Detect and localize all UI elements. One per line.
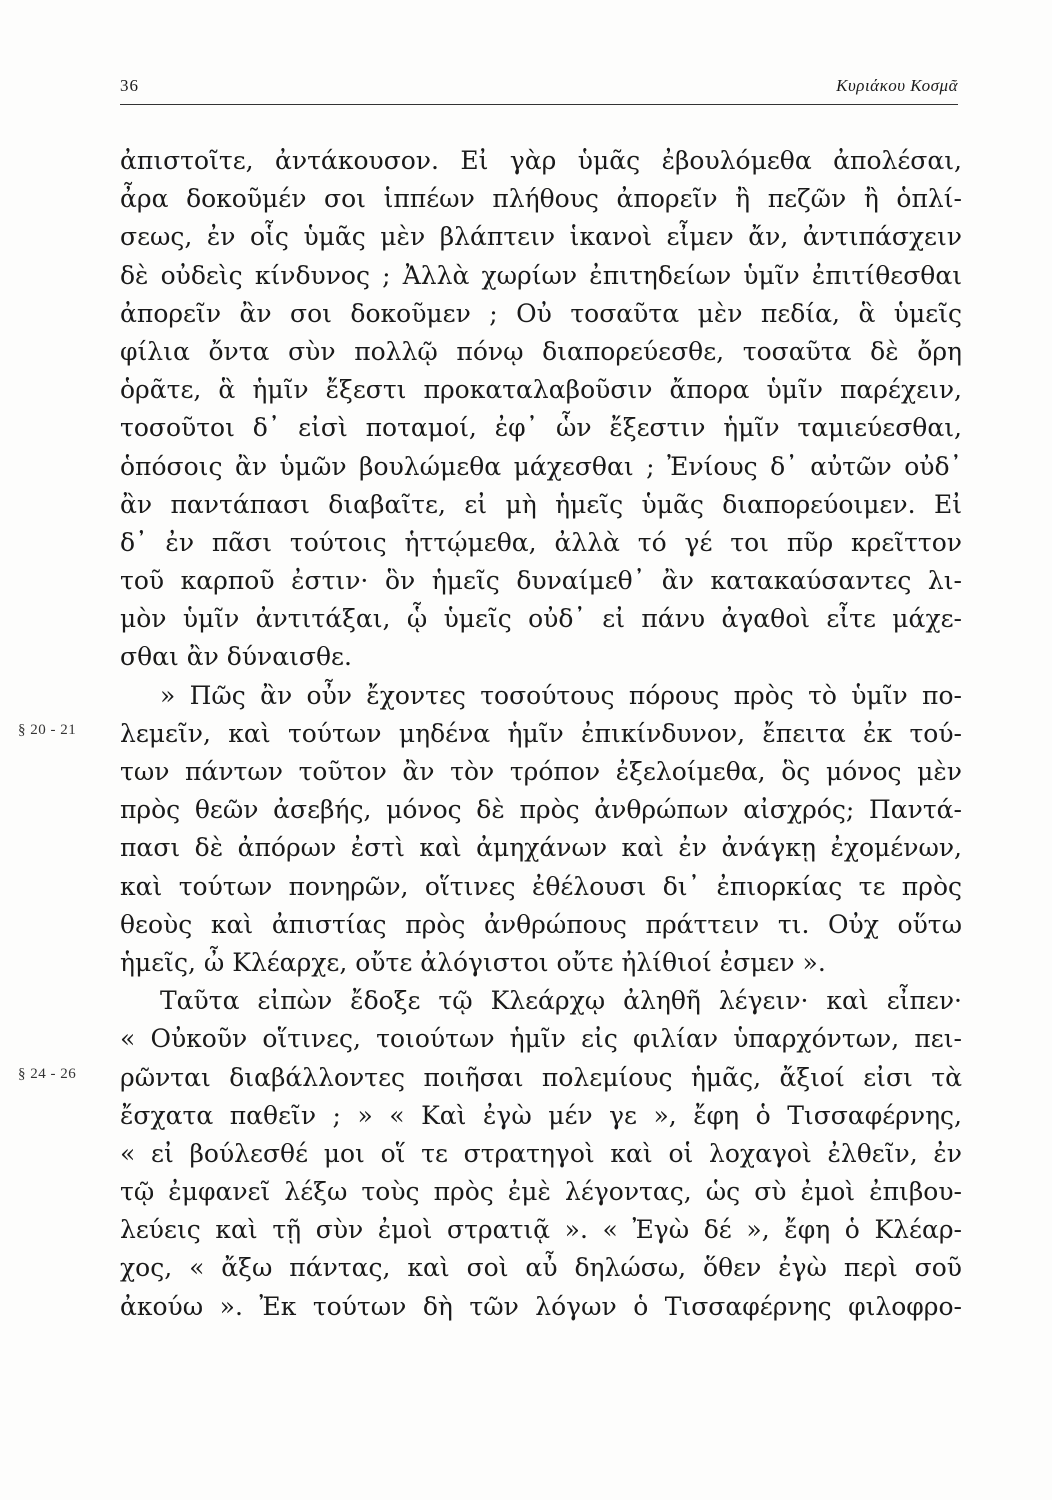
text-line: ἀπιστοῖτε, ἀντάκουσον. Εἰ γὰρ ὑμᾶς ἐβουλόμεθα ἀπολέσαι,	[120, 146, 962, 175]
text-line: πασι δὲ ἀπόρων ἐστὶ καὶ ἀμηχάνων καὶ ἐν ἀνάγκῃ ἐχομένων,	[120, 833, 962, 863]
text-line: λεύεις καὶ τῇ σὺν ἐμοὶ στρατιᾷ ». « Ἐγὼ δέ », ἔφη ὁ Κλέαρ-	[120, 1215, 962, 1245]
text-line: τοσοῦτοι δ᾽ εἰσὶ ποταμοί, ἐφ᾽ ὧν ἔξεστιν ἡμῖν ταμιεύεσθαι,	[120, 413, 962, 443]
text-line: ἆρα δοκοῦμέν σοι ἱππέων πλήθους ἀπορεῖν ἢ πεζῶν ἢ ὁπλί-	[120, 184, 962, 214]
text-line: ὁπόσοις ἂν ὑμῶν βουλώμεθα μάχεσθαι ; Ἐνίους δ᾽ αὐτῶν οὐδ᾽	[120, 451, 962, 481]
text-line: τῷ ἐμφανεῖ λέξω τοὺς πρὸς ἐμὲ λέγοντας, ὡς σὺ ἐμοὶ ἐπιβου-	[120, 1177, 962, 1207]
text-line: ἔσχατα παθεῖν ; » « Καὶ ἐγὼ μέν γε », ἔφη ὁ Τισσαφέρνης,	[120, 1100, 962, 1130]
text-line: τοῦ καρποῦ ἐστιν· ὃν ἡμεῖς δυναίμεθ᾽ ἂν κατακαύσαντες λι-	[120, 566, 962, 596]
text-line: « Οὐκοῦν οἵτινες, τοιούτων ἡμῖν εἰς φιλίαν ὑπαρχόντων, πει-	[120, 1024, 962, 1054]
text-line: ἂν παντάπασι διαβαῖτε, εἰ μὴ ἡμεῖς ὑμᾶς διαπορεύοιμεν. Εἰ	[120, 489, 962, 519]
text-line: δ᾽ ἐν πᾶσι τούτοις ἡττῴμεθα, ἀλλὰ τό γέ τοι πῦρ κρεῖττον	[120, 527, 962, 557]
text-line: δὲ οὐδεὶς κίνδυνος ; Ἀλλὰ χωρίων ἐπιτηδείων ὑμῖν ἐπιτίθεσθαι	[120, 260, 962, 290]
text-line: σεως, ἐν οἷς ὑμᾶς μὲν βλάπτειν ἱκανοὶ εἶμεν ἄν, ἀντιπάσχειν	[120, 222, 962, 252]
text-line: πρὸς θεῶν ἀσεβής, μόνος δὲ πρὸς ἀνθρώπων αἰσχρός; Παντά-	[120, 795, 962, 825]
text-line: των πάντων τοῦτον ἂν τὸν τρόπον ἐξελοίμεθα, ὃς μόνος μὲν	[120, 757, 962, 786]
running-head: Κυριάκου Κοσμᾶ	[836, 76, 958, 95]
margin-note-section-ref: § 24 - 26	[18, 1066, 77, 1082]
text-line: σθαι ἂν δύναισθε.	[120, 642, 352, 672]
text-line: ὁρᾶτε, ἃ ἡμῖν ἔξεστι προκαταλαβοῦσιν ἄπορα ὑμῖν παρέχειν,	[120, 375, 962, 405]
text-line: θεοὺς καὶ ἀπιστίας πρὸς ἀνθρώπους πράττειν τι. Οὐχ οὕτω	[120, 909, 962, 939]
text-line: ἀκούω ». Ἐκ τούτων δὴ τῶν λόγων ὁ Τισσαφέρνης φιλοφρο-	[120, 1291, 962, 1321]
text-line: καὶ τούτων πονηρῶν, οἵτινες ἐθέλουσι δι᾽ ἐπιορκίας τε πρὸς	[120, 871, 962, 901]
text-line: « εἰ βούλεσθέ μοι οἵ τε στρατηγοὶ καὶ οἱ λοχαγοὶ ἐλθεῖν, ἐν	[120, 1138, 962, 1168]
text-line: ἡμεῖς, ὦ Κλέαρχε, οὔτε ἀλόγιστοι οὔτε ἠλίθιοί ἐσμεν ».	[120, 947, 826, 977]
text-line: λεμεῖν, καὶ τούτων μηδένα ἡμῖν ἐπικίνδυνον, ἔπειτα ἐκ τού-	[120, 718, 962, 748]
margin-note-section-ref: § 20 - 21	[18, 722, 77, 738]
text-line: μὸν ὑμῖν ἀντιτάξαι, ᾧ ὑμεῖς οὐδ᾽ εἰ πάνυ ἀγαθοὶ εἶτε μάχε-	[120, 604, 962, 634]
body-text	[120, 142, 962, 1326]
page-header	[120, 70, 958, 105]
text-line: χος, « ἄξω πάντας, καὶ σοὶ αὖ δηλώσω, ὅθεν ἐγὼ περὶ σοῦ	[120, 1253, 962, 1283]
text-line: ρῶνται διαβάλλοντες ποιῆσαι πολεμίους ἡμᾶς, ἄξιοί εἰσι τὰ	[120, 1062, 962, 1092]
text-line: φίλια ὄντα σὺν πολλῷ πόνῳ διαπορεύεσθε, τοσαῦτα δὲ ὄρη	[120, 336, 962, 366]
text-line: » Πῶς ἂν οὖν ἔχοντες τοσούτους πόρους πρὸς τὸ ὑμῖν πο-	[160, 680, 962, 710]
text-line: ἀπορεῖν ἂν σοι δοκοῦμεν ; Οὐ τοσαῦτα μὲν πεδία, ἃ ὑμεῖς	[120, 298, 962, 328]
text-line: Ταῦτα εἰπὼν ἔδοξε τῷ Κλεάρχῳ ἀληθῆ λέγειν· καὶ εἶπεν·	[160, 986, 962, 1016]
page-number: 36	[120, 76, 139, 95]
